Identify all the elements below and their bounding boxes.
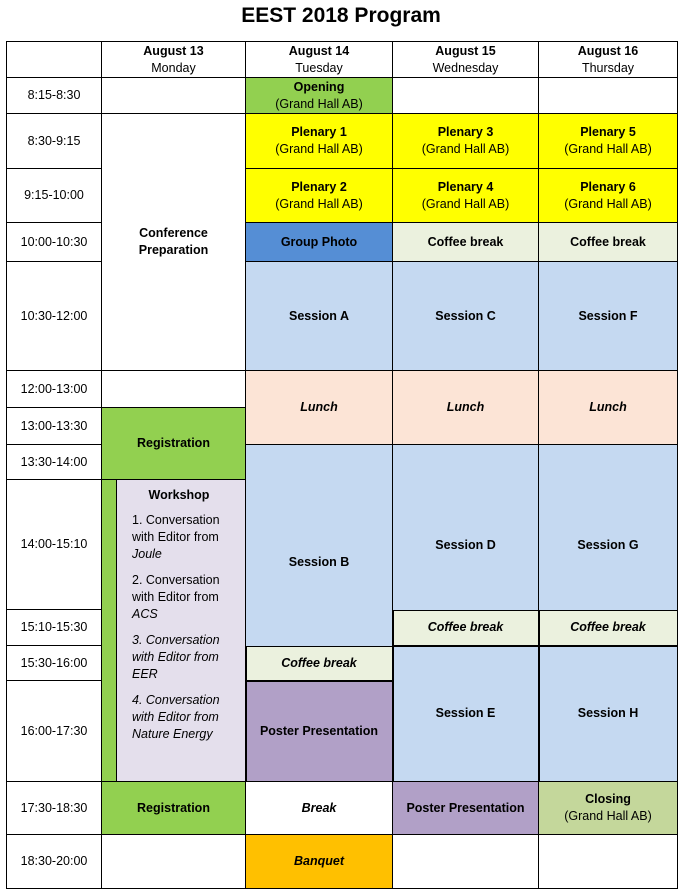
coffee-break-cell [393, 610, 539, 646]
time-cell: 8:30-9:15 [7, 114, 102, 169]
corner-cell [7, 42, 102, 78]
session-d-cell: Session D [393, 445, 539, 646]
banquet-cell: Banquet [246, 835, 393, 889]
opening-cell: Opening (Grand Hall AB) [246, 78, 393, 114]
empty-cell [393, 78, 539, 114]
workshop-cell [102, 480, 246, 782]
session-e-cell [393, 646, 539, 782]
plenary-6-cell: Plenary 6 (Grand Hall AB) [539, 169, 678, 223]
table-row [7, 782, 678, 835]
plenary-2-cell: Plenary 2 (Grand Hall AB) [246, 169, 393, 223]
session-f-cell: Session F [539, 262, 678, 371]
group-photo-cell: Group Photo [246, 223, 393, 262]
table-row [7, 78, 678, 114]
lunch-cell: Lunch [539, 371, 678, 445]
time-cell: 14:00-15:10 [7, 480, 102, 610]
table-row [7, 835, 678, 889]
time-cell: 12:00-13:00 [7, 371, 102, 408]
workshop-box [116, 480, 245, 781]
coffee-break-cell-label: Coffee break [570, 620, 646, 634]
time-cell: 13:00-13:30 [7, 408, 102, 445]
empty-cell [102, 78, 246, 114]
plenary-3-cell: Plenary 3 (Grand Hall AB) [393, 114, 539, 169]
time-cell: 10:30-12:00 [7, 262, 102, 371]
plenary-1-cell: Plenary 1 (Grand Hall AB) [246, 114, 393, 169]
header-row [7, 42, 678, 78]
workshop-item: 3. Conversation with Editor from EER [132, 633, 220, 681]
time-cell: 18:30-20:00 [7, 835, 102, 889]
time-cell: 9:15-10:00 [7, 169, 102, 223]
poster-presentation-cell [246, 681, 393, 782]
session-a-cell: Session A [246, 262, 393, 371]
coffee-break-cell [539, 610, 678, 646]
time-cell: 13:30-14:00 [7, 445, 102, 480]
empty-cell [539, 835, 678, 889]
workshop-title: Workshop [148, 488, 210, 502]
workshop-item: 2. Conversation with Editor from ACS [132, 573, 220, 621]
session-h-cell [539, 646, 678, 782]
session-c-cell: Session C [393, 262, 539, 371]
time-cell: 17:30-18:30 [7, 782, 102, 835]
time-cell: 15:30-16:00 [7, 646, 102, 681]
day-header-tue: August 14 Tuesday [246, 42, 393, 78]
table-row [7, 114, 678, 169]
session-g-cell: Session G [539, 445, 678, 646]
empty-cell [102, 371, 246, 408]
session-h-cell-label: Session H [577, 706, 639, 720]
session-e-cell-label: Session E [435, 706, 496, 720]
day-header-thu: August 16 Thursday [539, 42, 678, 78]
closing-cell: Closing (Grand Hall AB) [539, 782, 678, 835]
empty-cell [102, 835, 246, 889]
workshop-item: 1. Conversation with Editor from Joule [132, 513, 220, 561]
lunch-cell: Lunch [393, 371, 539, 445]
plenary-5-cell: Plenary 5 (Grand Hall AB) [539, 114, 678, 169]
coffee-break-cell [246, 646, 393, 681]
workshop-item: 4. Conversation with Editor from Nature Energy [132, 693, 220, 741]
empty-cell [539, 78, 678, 114]
coffee-break-cell-label: Coffee break [427, 620, 504, 634]
empty-cell [393, 835, 539, 889]
coffee-break-cell: Coffee break [539, 223, 678, 262]
registration-cell: Registration [102, 782, 246, 835]
coffee-break-cell: Coffee break [393, 223, 539, 262]
poster-presentation-cell: Poster Presentation [393, 782, 539, 835]
table-row [7, 371, 678, 408]
time-cell: 16:00-17:30 [7, 681, 102, 782]
time-cell: 8:15-8:30 [7, 78, 102, 114]
registration-cell: Registration [102, 408, 246, 480]
coffee-break-cell-label: Coffee break [281, 655, 357, 670]
time-cell: 15:10-15:30 [7, 610, 102, 646]
conference-preparation-cell: Conference Preparation [102, 114, 246, 371]
day-header-mon: August 13 Monday [102, 42, 246, 78]
poster-presentation-cell-label: Poster Presentation [259, 723, 379, 738]
lunch-cell: Lunch [246, 371, 393, 445]
page-title: EEST 2018 Program [241, 4, 441, 27]
day-header-wed: August 15 Wednesday [393, 42, 539, 78]
registration-strip [102, 480, 116, 781]
time-cell: 10:00-10:30 [7, 223, 102, 262]
session-b-cell: Session B [246, 445, 393, 681]
break-cell: Break [246, 782, 393, 835]
plenary-4-cell: Plenary 4 (Grand Hall AB) [393, 169, 539, 223]
